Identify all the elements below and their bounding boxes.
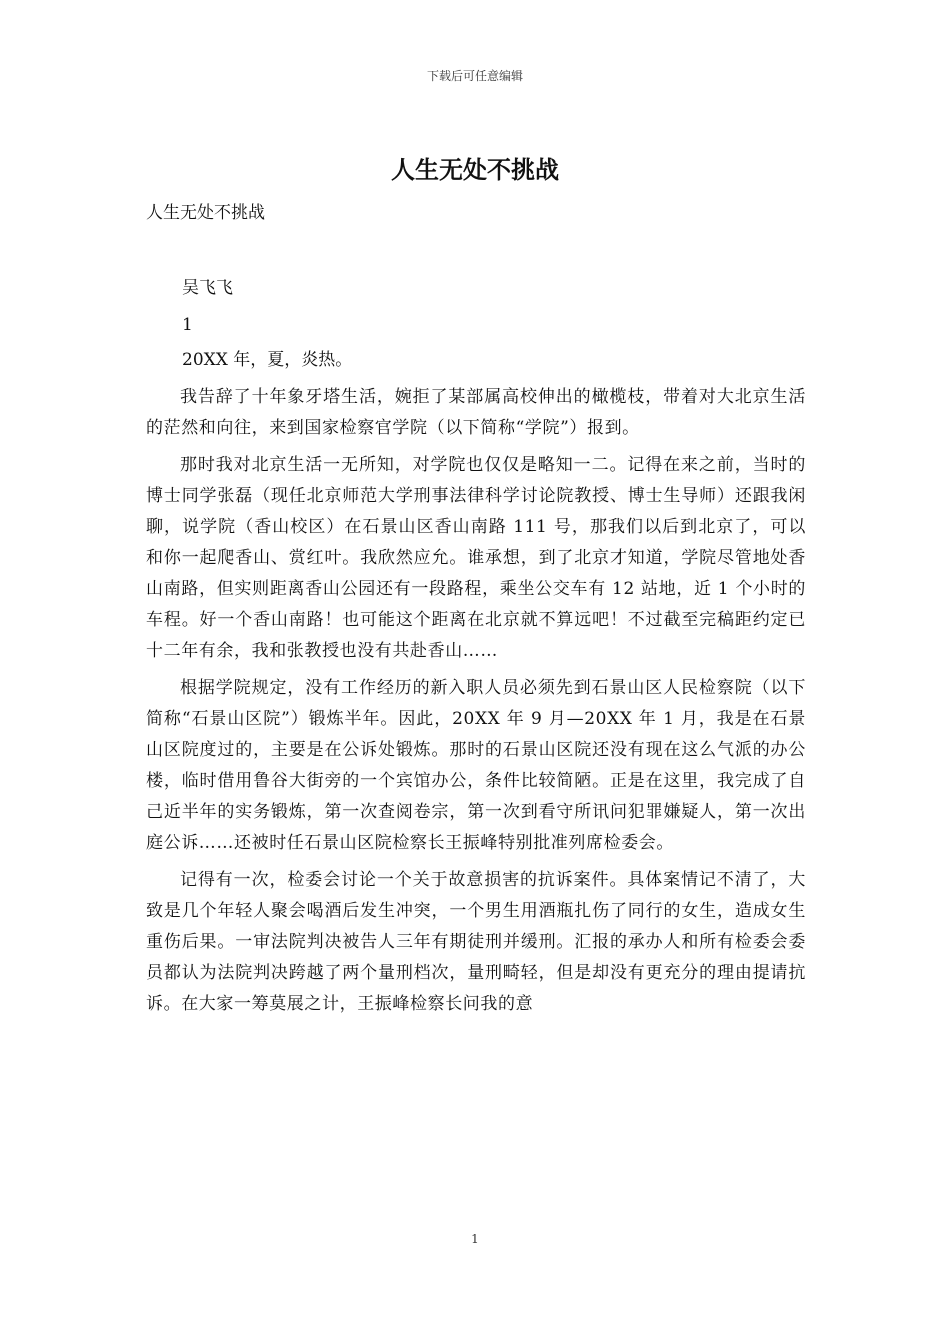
section-number: 1	[182, 315, 193, 335]
page-header-note: 下载后可任意编辑	[426, 69, 523, 83]
paragraph: 记得有一次，检委会讨论一个关于故意损害的抗诉案件。具体案情记不清了，大致是几个年轻人聚会喝酒后发生冲突，一个男生用酒瓶扎伤了同行的女生，造成女生重伤后果。一审法院判决被告人三年有期徒刑并缓刑。汇报的承办人和所有检委会委员都认为法院判决跨越了两个量刑档次，量刑畸轻，但是却没有更充分的理由提请抗诉。在大家一筹莫展之计，王振峰检察长问我的意	[146, 870, 806, 1014]
document-body	[146, 382, 806, 1020]
document-subtitle: 人生无处不挑战	[146, 203, 265, 223]
date-line: 20XX 年，夏，炎热。	[182, 350, 353, 370]
paragraph: 根据学院规定，没有工作经历的新入职人员必须先到石景山区人民检察院（以下简称“石景山区院”）锻炼半年。因此，20XX 年 9 月—20XX 年 1 月，我是在石景山区院度过的，主要是在公诉处锻炼。那时的石景山区院还没有现在这么气派的办公楼，临时借用鲁谷大街旁的一个宾馆办公，条件比较简陋。正是在这里，我完成了自己近半年的实务锻炼，第一次查阅卷宗，第一次到看守所讯问犯罪嫌疑人，第一次出庭公诉……还被时任石景山区院检察长王振峰特别批准列席检委会。	[146, 678, 806, 853]
paragraph: 那时我对北京生活一无所知，对学院也仅仅是略知一二。记得在来之前，当时的博士同学张磊（现任北京师范大学刑事法律科学讨论院教授、博士生导师）还跟我闲聊，说学院（香山校区）在石景山区香山南路 111 号，那我们以后到北京了，可以和你一起爬香山、赏红叶。我欣然应允。谁承想，到了北京才知道，学院尽管地处香山南路，但实则距离香山公园还有一段路程，乘坐公交车有 12 站地，近 1 个小时的车程。好一个香山南路！也可能这个距离在北京就不算远吧！不过截至完稿距约定已十二年有余，我和张教授也没有共赴香山……	[146, 455, 806, 661]
paragraph: 我告辞了十年象牙塔生活，婉拒了某部属高校伸出的橄榄枝，带着对大北京生活的茫然和向往，来到国家检察官学院（以下简称“学院”）报到。	[146, 387, 806, 438]
page-number: 1	[471, 1232, 479, 1246]
document-title: 人生无处不挑战	[391, 155, 559, 184]
author-name: 吴飞飞	[182, 278, 233, 298]
